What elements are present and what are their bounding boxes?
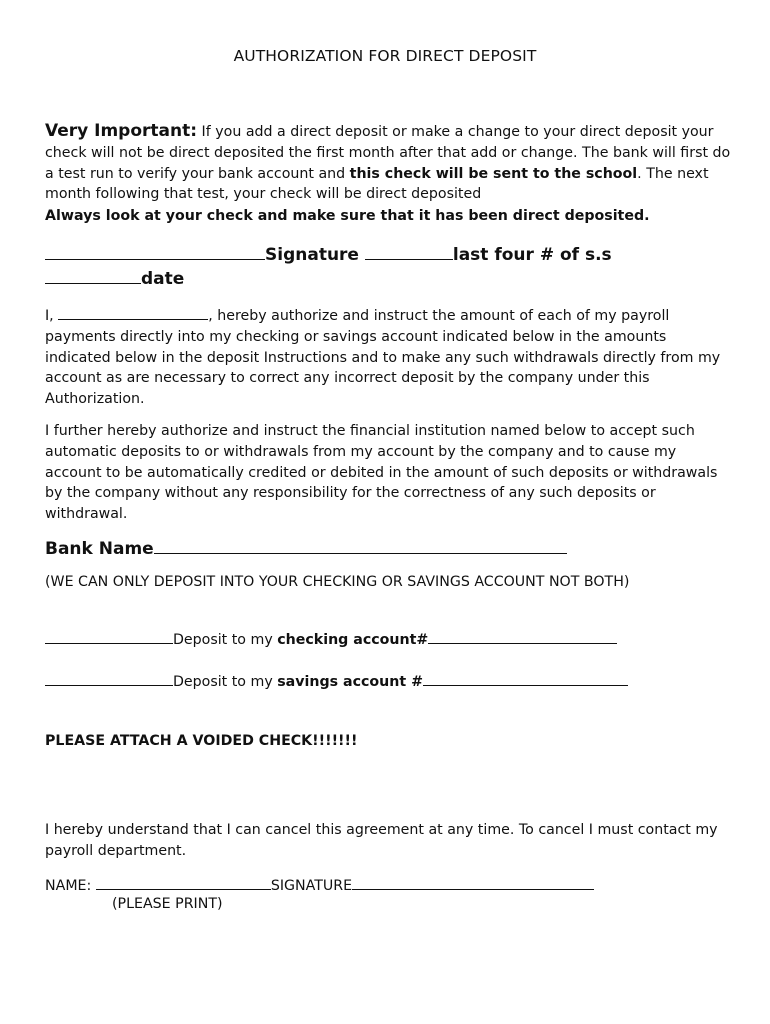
date-line [45, 267, 184, 291]
ssn-label: last four # of s.s [452, 245, 612, 265]
please-print-note: (PLEASE PRINT) [112, 896, 223, 912]
savings-prefix: Deposit to my [173, 674, 278, 690]
bank-name-label: Bank Name [45, 539, 154, 559]
checking-amount-blank[interactable] [45, 629, 173, 644]
signature-label: Signature [265, 245, 365, 265]
checking-account-blank[interactable] [428, 629, 617, 644]
authorization-paragraph-1 [45, 305, 735, 410]
savings-label: savings account # [277, 674, 423, 690]
footer-signature-label: SIGNATURE [270, 878, 353, 894]
important-notice [45, 121, 735, 227]
checking-label: checking account# [277, 632, 429, 648]
important-label: Very Important: [45, 121, 198, 141]
authorization-paragraph-2: I further hereby authorize and instruct the financial institution named below to accept such automatic deposits to or withdrawals from my account by the company and to cause my account to be automatically credited or debited in the amount of such deposits or withdrawals by the company without any responsibility for the correctness of any such deposits or withdrawal. [45, 423, 718, 523]
bank-name-blank[interactable] [154, 539, 567, 554]
auth1-text: , hereby authorize and instruct the amount of each of my payroll payments directly into my checking or savings account indicated below in the amounts indicated below in the deposit Instructions and to make any such withdrawals directly from my account as are necessary to correct any incorrect deposit by the company under this Authorization. [45, 308, 721, 408]
important-bold-2: Always look at your check and make sure that it has been direct deposited. [45, 208, 650, 225]
savings-account-blank[interactable] [423, 671, 628, 686]
document-title: AUTHORIZATION FOR DIRECT DEPOSIT [233, 47, 537, 65]
bank-name-line [45, 537, 567, 561]
date-label: date [141, 269, 185, 289]
footer-name-signature-line [45, 875, 594, 894]
attach-voided-check-notice: PLEASE ATTACH A VOIDED CHECK!!!!!!! [45, 733, 358, 749]
footer-name-blank[interactable] [96, 875, 271, 890]
footer-signature-blank[interactable] [352, 875, 594, 890]
checking-prefix: Deposit to my [173, 632, 278, 648]
important-text-1: If you add a direct deposit or make a change to your direct deposit your check will not be direct deposited the first month after that add or change. The bank will first do a test run to verify your bank account and [45, 124, 731, 182]
auth1-prefix: I, [45, 308, 59, 324]
footer-name-label: NAME: [45, 878, 96, 894]
account-note: (WE CAN ONLY DEPOSIT INTO YOUR CHECKING OR SAVINGS ACCOUNT NOT BOTH) [45, 574, 630, 590]
ssn-blank[interactable] [365, 245, 453, 260]
checking-line [45, 629, 617, 648]
savings-line [45, 671, 628, 690]
important-bold-1: this check will be sent to the school [349, 165, 638, 182]
signature-blank[interactable] [45, 245, 265, 260]
date-blank[interactable] [45, 269, 141, 284]
signature-line [45, 243, 612, 267]
important-text-2: . The next month following that test, your check will be direct deposited [45, 165, 709, 203]
employee-name-blank[interactable] [58, 305, 208, 320]
savings-amount-blank[interactable] [45, 671, 173, 686]
cancel-paragraph: I hereby understand that I can cancel this agreement at any time. To cancel I must contact my payroll department. [45, 822, 718, 859]
